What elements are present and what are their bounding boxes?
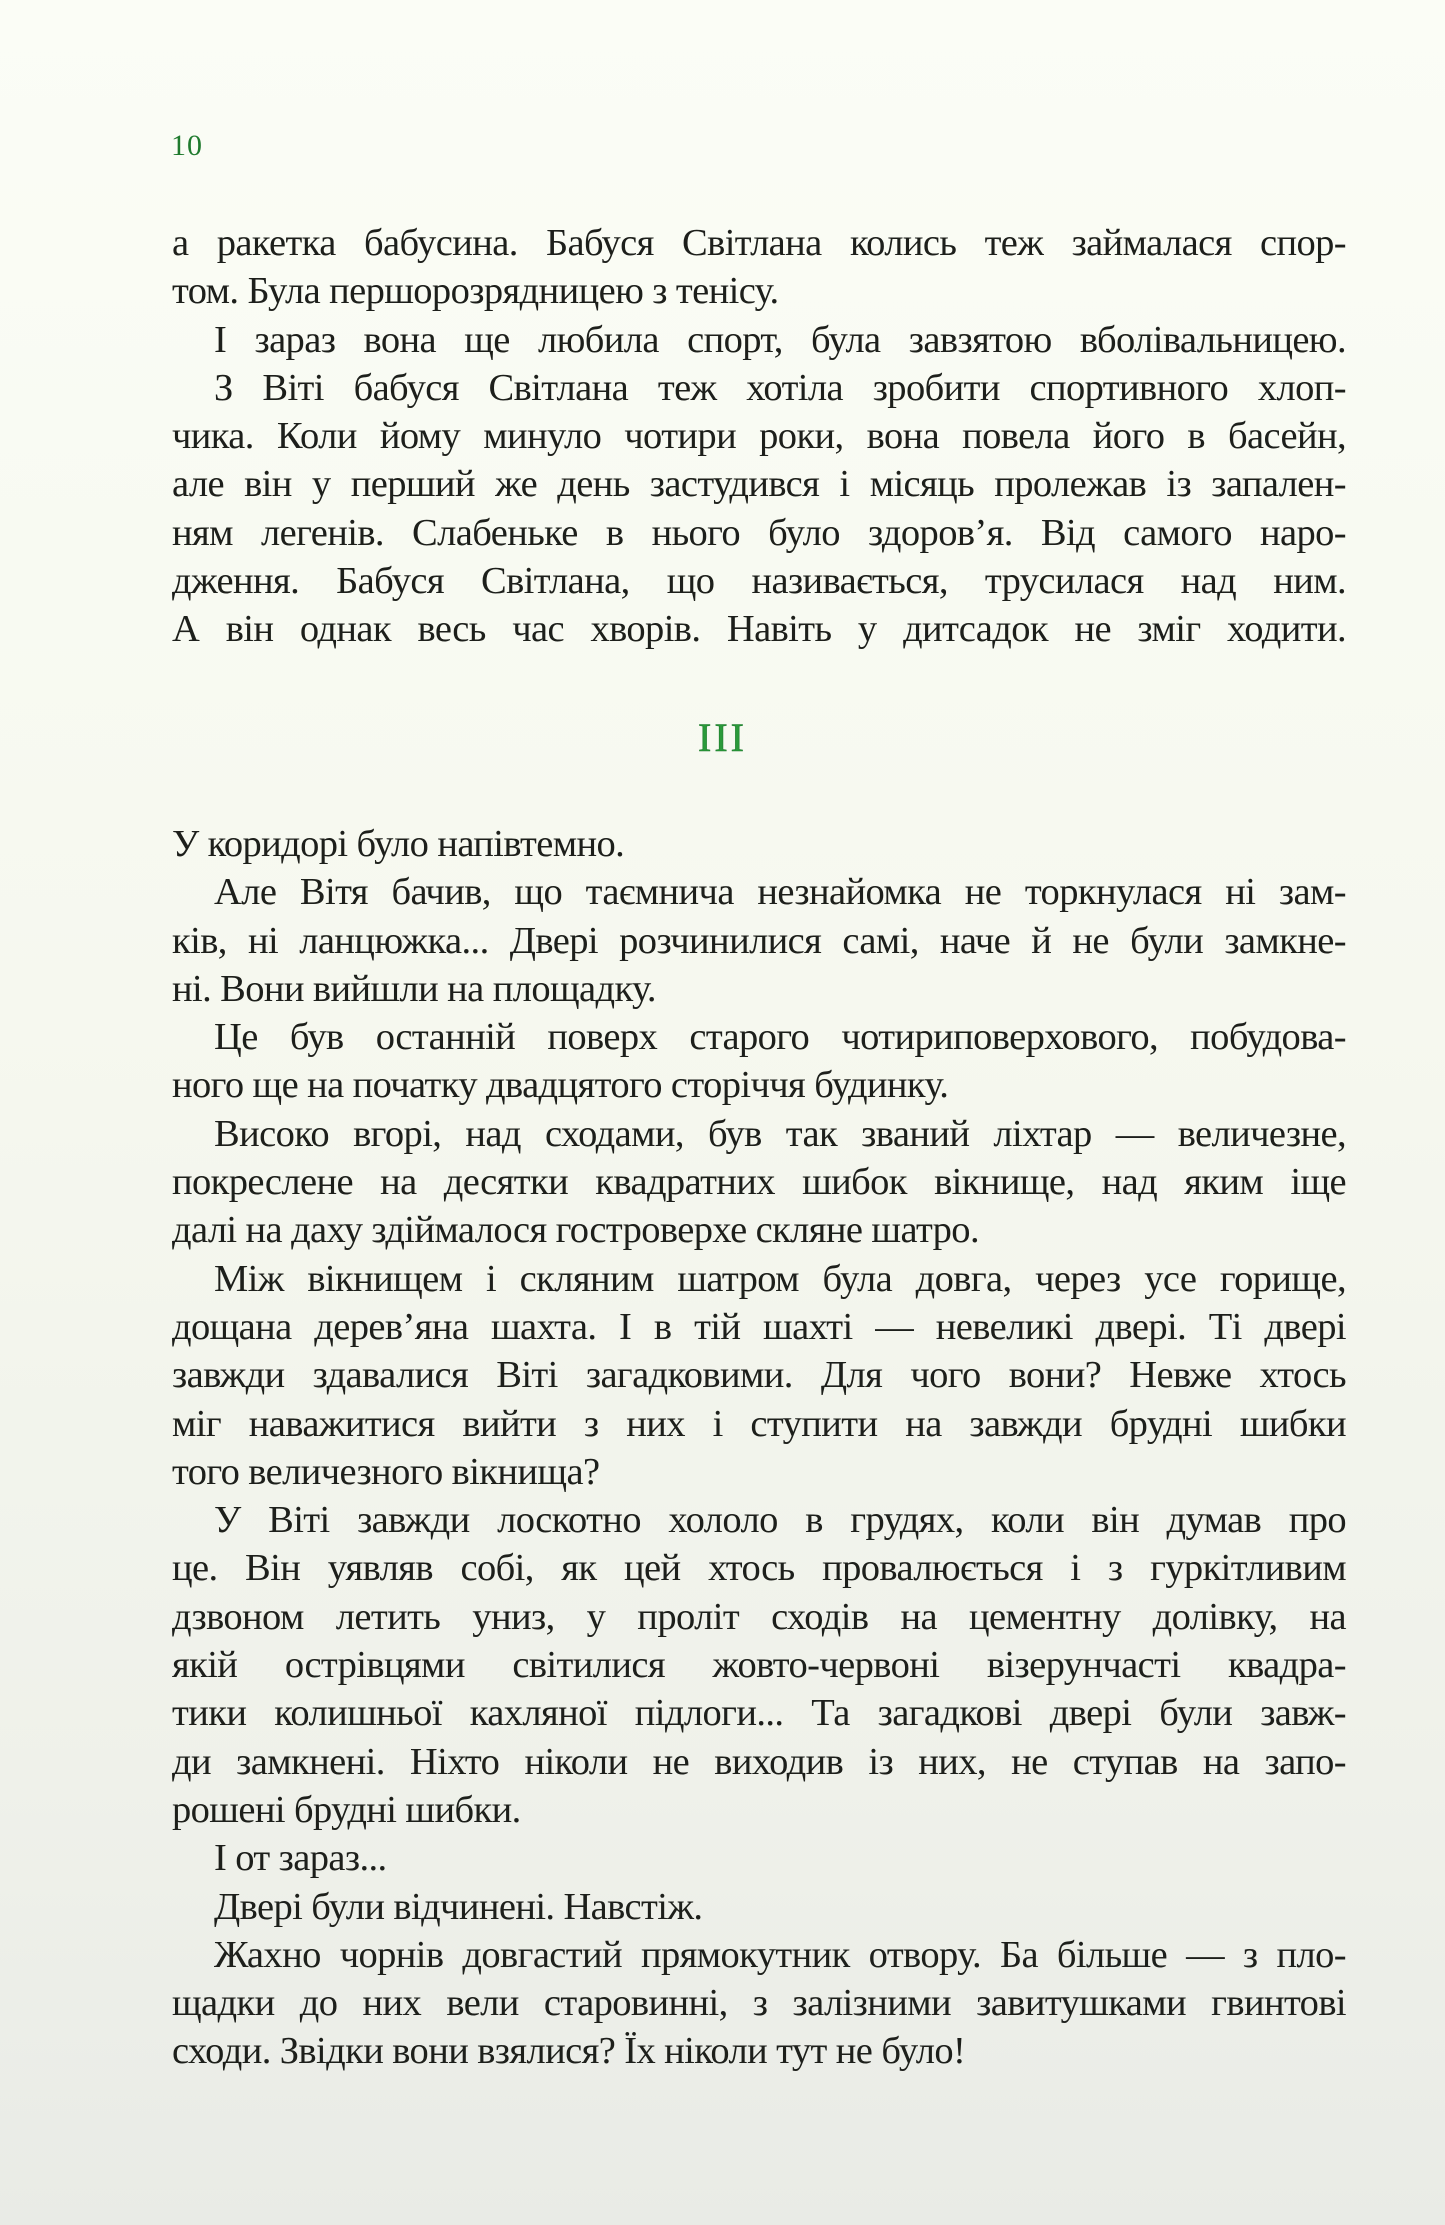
text-line: ди замкнені. Ніхто ніколи не виходив із них, не ступав на запо- (172, 1740, 1346, 1783)
text-line: Між вікнищем і скляним шатром була довга, через усе горище, (214, 1257, 1346, 1300)
text-line: завжди здавалися Віті загадковими. Для чого вони? Невже хтось (172, 1354, 1346, 1397)
text-line: дощана дерев’яна шахта. І в тій шахті — невеликі двері. Ті двері (172, 1305, 1346, 1348)
text-line: Двері були відчинені. Навстіж. (214, 1885, 703, 1928)
text-line: далі на даху здіймалося гостроверхе скляне шатро. (172, 1209, 979, 1252)
text-line: це. Він уявляв собі, як цей хтось провалюється і з гуркітливим (172, 1547, 1346, 1590)
text-line: Але Вітя бачив, що таємнича незнайомка не торкнулася ні зам- (214, 871, 1346, 914)
text-line: міг наважитися вийти з них і ступити на завжди брудні шибки (172, 1402, 1346, 1445)
page-number: 10 (171, 129, 203, 162)
text-line: дзвоном летить униз, у проліт сходів на цементну долівку, на (172, 1595, 1346, 1638)
text-line: сходи. Звідки вони взялися? Їх ніколи тут не було! (172, 2030, 966, 2073)
text-line: том. Була першорозрядницею з тенісу. (172, 270, 779, 313)
text-line: У Віті завжди лоскотно хололо в грудях, коли він думав про (214, 1499, 1346, 1542)
text-section-chapter-iii (172, 820, 1346, 2076)
text-line: але він у перший же день застудився і місяць пролежав із запален- (172, 463, 1346, 506)
text-line: рошені брудні шибки. (172, 1788, 521, 1831)
text-line: Це був останній поверх старого чотириповерхового, побудова- (214, 1016, 1346, 1059)
text-line: У коридорі було напівтемно. (172, 823, 625, 865)
text-line: ні. Вони вийшли на площадку. (172, 967, 656, 1010)
text-line: ків, ні ланцюжка... Двері розчинилися самі, наче й не були замкне- (172, 919, 1346, 962)
text-line: покреслене на десятки квадратних шибок вікнище, над яким іще (172, 1161, 1346, 1204)
chapter-heading: III (698, 715, 747, 760)
text-line: того величезного вікнища? (172, 1450, 600, 1493)
text-line: а ракетка бабусина. Бабуся Світлана колись теж займалася спор- (172, 222, 1346, 264)
text-line: дження. Бабуся Світлана, що називається, трусилася над ним. (172, 560, 1346, 603)
text-line: ням легенів. Слабеньке в нього було здоров’я. Від самого наро- (172, 511, 1346, 554)
text-line: якій острівцями світилися жовто-червоні візерунчасті квадра- (172, 1644, 1346, 1687)
text-line: А він однак весь час хворів. Навіть у дитсадок не зміг ходити. (172, 608, 1346, 651)
text-line: щадки до них вели старовинні, з залізними завитушками гвинтові (172, 1982, 1346, 2025)
text-line: Високо вгорі, над сходами, був так званий ліхтар — величезне, (214, 1112, 1346, 1155)
text-section-previous-chapter (172, 219, 1346, 654)
text-line: І от зараз... (214, 1837, 387, 1880)
text-line: тики колишньої кахляної підлоги... Та загадкові двері були завж- (172, 1692, 1346, 1735)
text-line: І зараз вона ще любила спорт, була завзятою вболівальницею. (214, 318, 1346, 361)
text-line: ного ще на початку двадцятого сторіччя будинку. (172, 1064, 949, 1107)
text-line: Жахно чорнів довгастий прямокутник отвору. Ба більше — з пло- (214, 1933, 1346, 1976)
text-line: З Віті бабуся Світлана теж хотіла зробити спортивного хлоп- (214, 366, 1346, 409)
text-line: чика. Коли йому минуло чотири роки, вона повела його в басейн, (172, 415, 1346, 458)
